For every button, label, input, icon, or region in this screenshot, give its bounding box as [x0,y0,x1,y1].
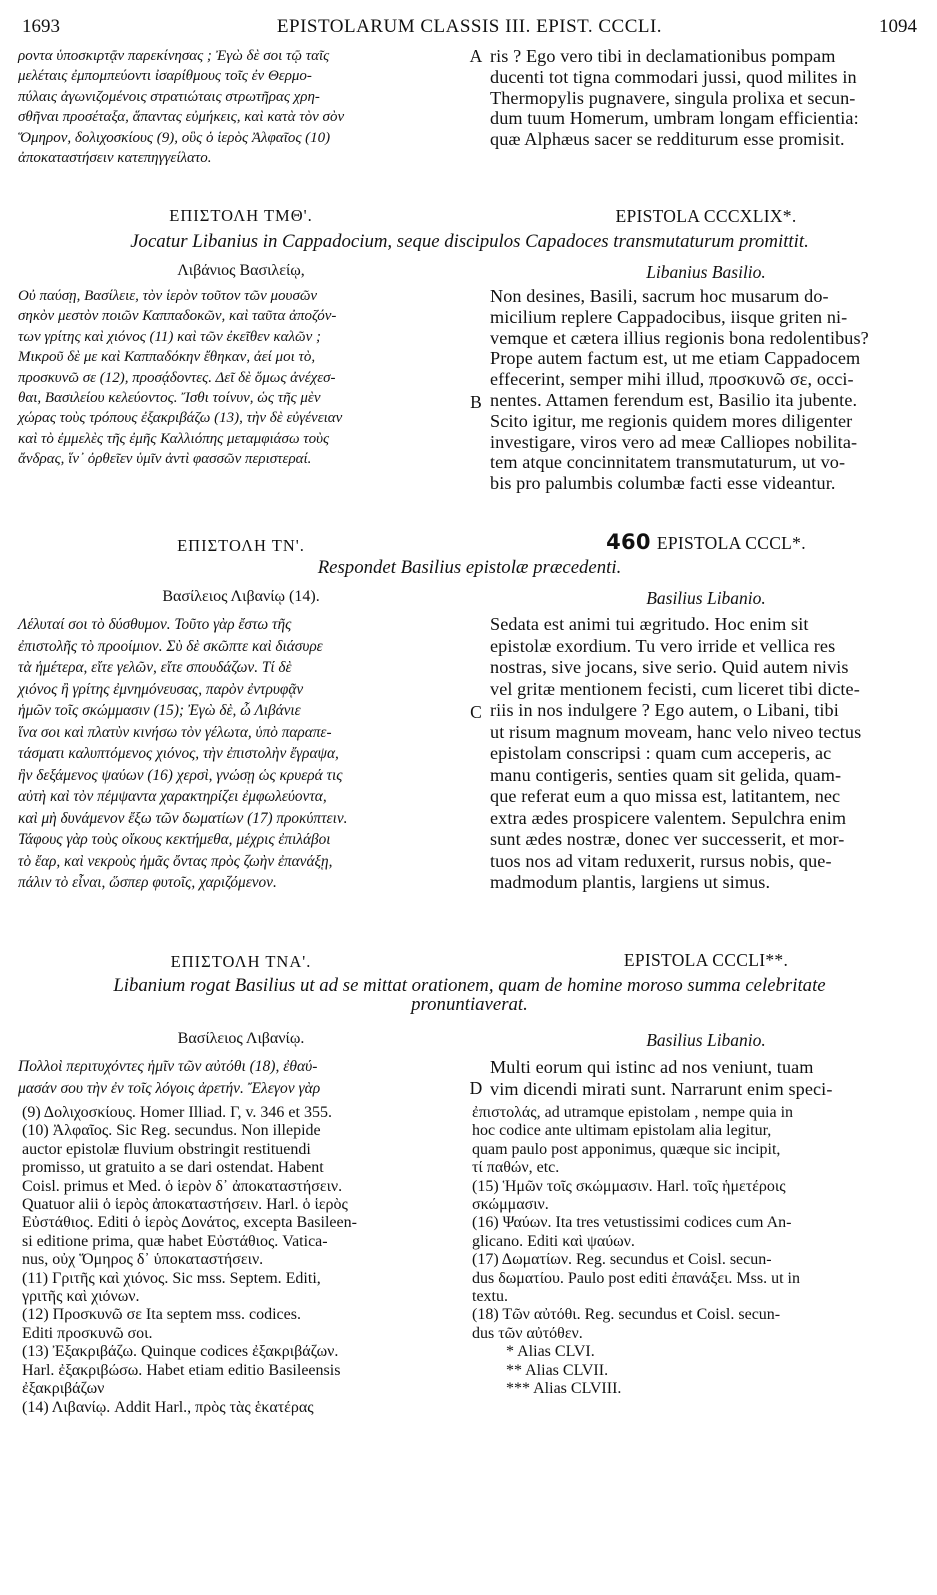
latin-line: sunt ædes nostræ, donec ver successerit, et mor- [490,829,845,849]
greek-line: τὰ ἡμέτερα, εἴτε γελῶν, εἴτε σπουδάζων. Τί δὲ [18,659,292,676]
latin-line: quæ Alphæus sacer se redditurum esse promisit. [490,129,845,150]
latin-line: effecerint, semper mihi illud, προσκυνῶ σε, occi- [490,369,854,390]
latin-line: Prope autem factum est, ut me etiam Cappadocem [490,348,861,369]
greek-line: ἀποκαταστήσειν κατεπηγγείλατο. [18,150,212,167]
latin-body-text [490,614,922,894]
latin-line: epistolæ exordium. Tu vero irride et vellica res [490,635,836,656]
footnote-line: (9) Δολιχοσκίους. Homer Illiad. Γ, v. 346 et 355. [22,1104,332,1121]
greek-line: ἄνδρας, ἵν᾽ ὀρθεῖεν ὑμῖν ἀντὶ φασσῶν περιστεραί. [18,451,312,468]
footnote-line: τί παθών, etc. [472,1159,560,1177]
footnote-line: (11) Γριτῆς καὶ χιόνος. Sic mss. Septem. Editi, [22,1269,321,1287]
greek-line: μασάν σου τὴν ἐν τοῖς λόγοις ἀρετήν. Ἔλεγον γὰρ [18,1080,321,1097]
greek-letter-title: ΕΠΙΣΤΟΛΗ ΤΝ'. [177,536,305,555]
footnote-line: nus, οὐχ Ὅμηρος δ᾽ ὑποκαταστήσειν. [22,1251,264,1269]
greek-line: χιόνος ἢ γρίτης ἐμνημόνευσας, παρὸν ἐντρυφᾷν [18,680,304,698]
greek-line: Οὐ παύσῃ, Βασίλειε, τὸν ἱερὸν τοῦτον τῶν μουσῶν [18,288,318,304]
greek-salutation: Λιβάνιος Βασιλείῳ, [177,262,305,279]
greek-line: ἵνα σοι καὶ πλατὺν κινήσω τὸν γέλωτα, ὑπὸ παραπε- [18,723,332,741]
letter-argument: Jocatur Libanius in Cappadocium, seque discipulos Capadoces transmutaturum promittit. [130,231,809,252]
latin-line: dum tuum Homerum, umbram longam efficientia: [490,108,859,129]
footnote-line: hoc codice ante ultimam epistolam alia legitur, [472,1122,772,1140]
footnote-line: (15) Ἡμῶν τοῖς σκώμμασιν. Harl. τοῖς ἡμετέροις [472,1177,786,1195]
intro-latin-text [490,46,922,150]
latin-salutation: Basilius Libanio. [646,1030,766,1050]
latin-line: Multi eorum qui istinc ad nos veniunt, tuam [490,1057,814,1077]
greek-line: τὸ ἔαρ, καὶ νεκροὺς ἡμᾶς ὄντας πρὸς ζωὴν ἐπανάξῃ, [18,852,333,870]
latin-line: micilium replere Cappadocibus, iisque griten ni- [490,306,848,327]
greek-letter-title: ΕΠΙΣΤΟΛΗ ΤΜΘ'. [169,206,313,225]
column-number: 460 [606,530,651,554]
footnote-line: ἐξακριβάζων [22,1380,105,1398]
alias-note: *** Alias CLVIII. [506,1380,622,1398]
alias-note: ** Alias CLVII. [506,1361,609,1379]
latin-line: nostras, sive jocans, sive serio. Quid autem nivis [490,657,849,677]
greek-line: σηκὸν μεστὸν ποιῶν Καππαδοκῶν, καὶ ταῦτα ἀποζόν- [18,308,337,325]
latin-letter-title: EPISTOLA CCCL*. [656,533,806,553]
greek-line: Πολλοὶ περιτυχόντες ἡμῖν τῶν αὐτόθι (18), ἐθαύ- [18,1058,318,1075]
greek-line: ἐπιστολῆς τὸ προοίμιον. Σὺ δὲ σκῶπτε καὶ διάσυρε [18,637,323,655]
letter-argument-line-2: pronuntiaverat. [411,994,528,1015]
latin-line: bis pro palumbis columbæ facti esse videantur. [490,473,836,494]
letter-350 [18,530,921,936]
footnotes-left-column [22,1104,452,1417]
letter-argument-line-1: Libanium rogat Basilius ut ad se mittat orationem, quam de homine moroso summa celebritate [113,975,826,996]
latin-line: tuos nos ad vitam reduxerit, rursus nobis, que- [490,850,832,871]
latin-salutation: Libanius Basilio. [646,262,766,282]
latin-line: Scito igitur, me regionis quidem mores diligenter [490,410,853,431]
greek-line: Λέλυταί σοι τὸ δύσθυμον. Τοῦτο γὰρ ἔστω τῆς [18,616,292,633]
footnote-line: Quatuor alii ὁ ἱερὸς ἀποκαταστήσειν. Harl. ὁ ἱερὸς [22,1196,348,1214]
footnote-line: promisso, ut gratuito a se dari ostendat. Habent [22,1159,324,1177]
latin-line: manu contigeris, senties quam sit gelida, quam- [490,764,842,785]
latin-letter-title: EPISTOLA CCCLI**. [623,950,789,970]
greek-salutation: Βασίλειος Λιβανίῳ (14). [162,588,320,605]
greek-body-text [18,1056,464,1100]
latin-line: ut risum magnum moveam, hanc velo niveo tectus [490,721,862,742]
latin-line: tem atque concinnitatem transmutaturum, ut vo- [490,452,846,473]
latin-line: ducenti tot tigna commodari jussi, quod milites in [490,66,857,87]
greek-line: Μικροῦ δὲ με καὶ Καππαδόκην ἔθηκαν, ἀεί μοι τὸ, [18,349,316,366]
latin-body-text [490,286,922,494]
greek-salutation: Βασίλειος Λιβανίῳ. [177,1030,305,1047]
greek-line: τάσματι καλυπτόμενος χιόνος, τὴν ἐπιστολὴν ἔγραψα, [18,745,339,762]
footnote-line: dus τῶν αὐτόθεν. [472,1324,583,1342]
running-header [22,8,917,38]
page-number-left: 1693 [22,16,60,37]
latin-line: Non desines, Basili, sacrum hoc musarum do- [490,286,829,306]
greek-line: ἡμῶν τοῖς σκώμμασιν (15); Ἐγὼ δὲ, ὦ Λιβάνιε [18,702,301,719]
latin-line: investigare, viros vero ad meæ Calliopes nobilita- [490,431,858,452]
footnote-line: (13) Ἐξακριβάζω. Quinque codices ἐξακριβάζων. [22,1343,339,1361]
intro-greek-text [18,46,464,168]
footnote-line: (17) Δωματίων. Reg. secundus et Coisl. secun- [472,1251,772,1269]
footnote-line: (16) Ψαύων. Ita tres vetustissimi codices cum An- [472,1214,792,1232]
greek-line: μελέταις ἐμπομπεύοντι ἰσαρίθμους τοῖς ἐν Θερμο- [18,68,312,85]
latin-body-text [490,1056,922,1100]
footnote-line: σκώμμασιν. [472,1196,549,1214]
footnote-line: si editione prima, quæ habet Εὐστάθιος. Vatica- [22,1232,328,1250]
margin-marker-d: D [469,1078,483,1098]
footnote-line: auctor epistolæ fluvium obstringit restituendi [22,1140,311,1158]
footnote-line: (14) Λιβανίῳ. Addit Harl., πρὸς τὰς ἑκατέρας [22,1398,314,1416]
footnote-line: dus δωματίου. Paulo post editi ἐπανάξει. Mss. ut in [472,1269,800,1287]
greek-line: πύλαις ἀγωνιζομένοις στρατιώταις στρωτῆρας χρη- [18,88,320,105]
footnote-line: quam paulo post apponimus, quæque sic incipit, [472,1140,781,1158]
page-number-right: 1094 [879,16,917,37]
letter-351 [18,950,921,1100]
latin-line: vim dicendi mirati sunt. Narrarunt enim speci- [490,1079,833,1099]
latin-line: Sedata est animi tui ægritudo. Hoc enim sit [490,614,809,634]
intro-section [18,46,921,186]
latin-line: Thermopylis pugnavere, singula prolixa et secun- [490,87,856,108]
greek-line: ροντα ὑποσκιρτᾷν παρεκίνησας ; Ἐγὼ δὲ σοι τῷ ταῖς [18,48,330,64]
latin-line: vemque et cætera illius regionis bona redolentibus? [490,327,869,348]
latin-salutation: Basilius Libanio. [646,588,766,608]
letter-argument: Respondet Basilius epistolæ præcedenti. [317,557,622,578]
letter-349 [18,206,921,516]
greek-line: προσκυνῶ σε (12), προσᾴδοντες. Δεῖ δὲ ὅμως ἀνέχεσ- [18,369,336,386]
footnote-line: (10) Ἀλφαῖος. Sic Reg. secundus. Non illepide [22,1122,321,1140]
footnote-line: γριτῆς καὶ χιόνων. [22,1288,140,1306]
greek-line: των γρίτης καὶ χιόνος (11) καὶ τῶν ἐκεῖθεν καλῶν ; [18,328,321,345]
margin-marker-c: C [470,702,482,722]
greek-line: καὶ τὸ ἐμμελὲς τῆς ἐμῆς Καλλιόπης μεταμφιάσω τοὺς [18,430,330,447]
latin-line: riis in nos indulgere ? Ego autem, o Libani, tibi [490,700,839,720]
margin-marker-b: B [470,392,482,412]
latin-line: epistolam conscripsi : quam cum acceperis, ac [490,743,832,763]
latin-letter-title: EPISTOLA CCCXLIX*. [615,206,797,226]
latin-letter-title-row [490,530,922,554]
greek-line: Ὅμηρον, δολιχοσκίους (9), οὓς ὁ ἱερὸς Ἀλφαῖος (10) [18,129,331,146]
footnote-line: (12) Προσκυνῶ σε Ita septem mss. codices. [22,1306,301,1324]
latin-line: que referat eum a quo missa est, latitantem, nec [490,786,841,806]
latin-line: ris ? Ego vero tibi in declamationibus pompam [490,46,836,66]
greek-line: Τάφους γὰρ τοὺς οἴκους κεκτήμεθα, μέχρις ἐπιλάβοι [18,831,331,848]
footnote-line: Harl. ἐξακριβώσω. Habet etiam editio Basileensis [22,1361,341,1379]
latin-line: nentes. Attamen ferendum est, Basilio ita jubente. [490,389,858,410]
greek-line: σθῆναι προσέταξα, ἅπαντας εὐμήκεις, καὶ κατὰ τὸν σὸν [18,109,345,126]
margin-marker-a: A [469,46,483,66]
footnote-line: (18) Τῶν αὐτόθι. Reg. secundus et Coisl. secun- [472,1306,781,1324]
footnote-line: glicano. Editi καὶ ψαύων. [472,1232,635,1250]
greek-line: πάλιν τὸ εἶναι, ὥσπερ φυτοῖς, χαριζόμενον. [18,874,277,891]
greek-line: θαι, Βασιλείου κελεύοντος. Ἴσθι τοίνυν, ὡς τῆς μὲν [18,390,321,407]
greek-letter-title: ΕΠΙΣΤΟΛΗ ΤΝΑ'. [170,952,312,971]
footnote-line: textu. [472,1288,508,1306]
latin-line: vel gritæ mentionem fecisti, cum liceret tibi dicte- [490,678,860,699]
header-title: EPISTOLARUM CLASSIS III. EPIST. CCCLI. [276,16,663,37]
greek-line: καὶ μὴ δυνάμενον ἔξω τῶν δωματίων (17) προκύπτειν. [18,809,348,827]
footnotes-right-column [472,1104,904,1399]
latin-line: extra ædes prospicere valentem. Sepulchra enim [490,807,847,828]
footnote-line: Editi προσκυνῶ σοι. [22,1324,153,1342]
footnote-line: Coisl. primus et Med. ὁ ἱερὸν δ᾽ ἀποκαταστήσειν. [22,1177,343,1195]
greek-line: ἣν δεξάμενος ψαύων (16) χερσὶ, γνώσῃ ὡς κρυερά τις [18,766,343,784]
footnote-line: ἐπιστολάς, ad utramque epistolam , nempe quia in [472,1104,794,1121]
greek-line: αὐτὴ καὶ τὸν πέμψαντα χαρακτηρίζει ἐμφωλεύοντα, [18,788,327,805]
latin-line: madmodum plantis, largiens ut simus. [490,872,771,892]
greek-body-text [18,614,464,894]
alias-note: * Alias CLVI. [506,1343,595,1361]
footnote-line: Εὐστάθιος. Editi ὁ ἱερὸς Δονάτος, excepta Basileen- [22,1214,357,1232]
greek-body-text [18,286,464,470]
greek-line: χώρας τοὺς τρόπους ἐξακριβάζω (13), τὴν δὲ εὐγένειαν [18,410,343,427]
